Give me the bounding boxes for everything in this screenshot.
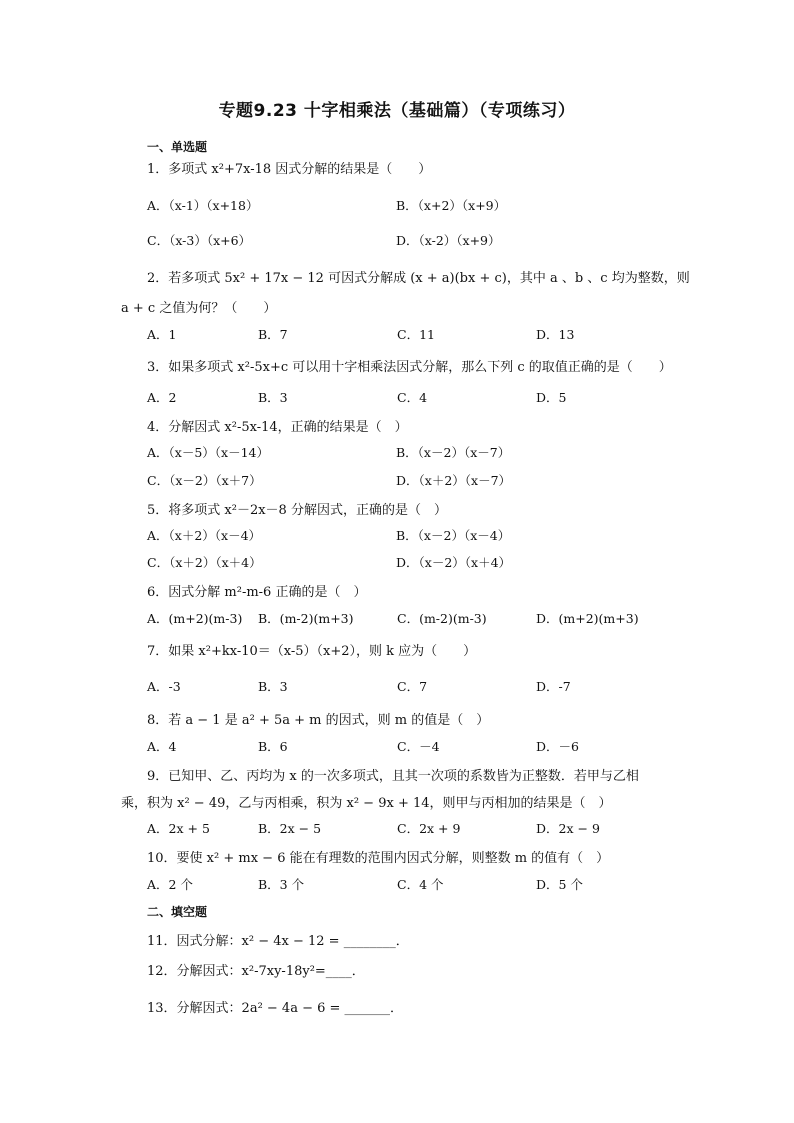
question-2-stem-continued: a + c 之值为何？（ ） [121, 301, 277, 316]
question-5-option-d[interactable]: D．（x－2）（x＋4） [396, 555, 512, 570]
question-10-option-c[interactable]: C．4 个 [397, 877, 444, 892]
question-3-option-a[interactable]: A．2 [147, 390, 177, 405]
question-8-option-b[interactable]: B．6 [258, 739, 288, 754]
question-7-option-c[interactable]: C．7 [397, 679, 428, 694]
question-6-option-a[interactable]: A．(m+2)(m-3) [147, 611, 243, 626]
question-9-stem-continued: 乘，积为 x² − 49，乙与丙相乘，积为 x² − 9x + 14，则甲与丙相加的结果是（ ） [121, 796, 612, 811]
question-8-option-a[interactable]: A．4 [147, 739, 177, 754]
question-4-stem: 4．分解因式 x²-5x-14，正确的结果是（ ） [147, 420, 408, 435]
question-6-option-d[interactable]: D．(m+2)(m+3) [536, 611, 639, 626]
question-2-stem: 2．若多项式 5x² + 17x − 12 可因式分解成 (x + a)(bx + c)，其中 a 、b 、c 均为整数，则 [147, 271, 690, 286]
question-2-option-d[interactable]: D．13 [536, 327, 575, 342]
section-heading-single-choice: 一、单选题 [147, 140, 208, 154]
question-4-option-d[interactable]: D．（x＋2）（x－7） [396, 473, 512, 488]
question-9-option-b[interactable]: B．2x − 5 [258, 821, 322, 836]
question-2-option-b[interactable]: B．7 [258, 327, 288, 342]
question-1-option-a[interactable]: A．（x-1）（x+18） [147, 198, 259, 213]
question-3-option-b[interactable]: B．3 [258, 390, 288, 405]
question-6-option-b[interactable]: B．(m-2)(m+3) [258, 611, 354, 626]
question-7-option-d[interactable]: D．-7 [536, 679, 571, 694]
question-4-option-a[interactable]: A．（x－5）（x－14） [147, 445, 269, 460]
question-3-option-d[interactable]: D．5 [536, 390, 567, 405]
question-5-option-c[interactable]: C．（x＋2）（x＋4） [147, 555, 262, 570]
question-4-option-b[interactable]: B．（x－2）（x－7） [396, 445, 511, 460]
question-2-option-c[interactable]: C．11 [397, 327, 435, 342]
page-title: 专题9.23 十字相乘法（基础篇）（专项练习） [218, 101, 576, 121]
question-10-option-b[interactable]: B．3 个 [258, 877, 305, 892]
question-1-stem: 1．多项式 x²+7x-18 因式分解的结果是（ ） [147, 162, 432, 177]
question-10-stem: 10．要使 x² + mx − 6 能在有理数的范围内因式分解，则整数 m 的值有（ ） [147, 851, 610, 866]
question-9-option-a[interactable]: A．2x + 5 [147, 821, 210, 836]
question-8-option-c[interactable]: C．－4 [397, 739, 440, 754]
question-5-stem: 5．将多项式 x²－2x－8 分解因式，正确的是（ ） [147, 503, 447, 518]
question-8-stem: 8．若 a − 1 是 a² + 5a + m 的因式，则 m 的值是（ ） [147, 713, 490, 728]
question-10-option-d[interactable]: D．5 个 [536, 877, 583, 892]
question-11-fill: 11．因式分解：x² − 4x − 12 = ________． [147, 934, 409, 949]
question-9-option-d[interactable]: D．2x − 9 [536, 821, 600, 836]
question-7-option-b[interactable]: B．3 [258, 679, 288, 694]
question-3-option-c[interactable]: C．4 [397, 390, 428, 405]
question-1-option-b[interactable]: B．（x+2）（x+9） [396, 198, 507, 213]
question-13-fill: 13．分解因式：2a² − 4a − 6 = _______． [147, 1001, 404, 1016]
question-6-option-c[interactable]: C．(m-2)(m-3) [397, 611, 487, 626]
question-7-stem: 7．如果 x²+kx-10＝（x-5）（x+2），则 k 应为（ ） [147, 644, 477, 659]
question-9-option-c[interactable]: C．2x + 9 [397, 821, 461, 836]
question-9-stem: 9．已知甲、乙、丙均为 x 的一次多项式，且其一次项的系数皆为正整数．若甲与乙相 [147, 769, 639, 784]
question-4-option-c[interactable]: C．（x－2）（x＋7） [147, 473, 262, 488]
question-1-option-d[interactable]: D．（x-2）（x+9） [396, 233, 501, 248]
question-8-option-d[interactable]: D．－6 [536, 739, 579, 754]
section-heading-fill-in: 二、填空题 [147, 905, 208, 919]
question-7-option-a[interactable]: A．-3 [147, 679, 181, 694]
question-2-option-a[interactable]: A．1 [147, 327, 177, 342]
question-12-fill: 12．分解因式：x²-7xy-18y²=____． [147, 964, 365, 979]
question-5-option-a[interactable]: A．（x＋2）（x－4） [147, 528, 262, 543]
question-3-stem: 3．如果多项式 x²-5x+c 可以用十字相乘法因式分解，那么下列 c 的取值正确的是（ ） [147, 360, 672, 375]
question-5-option-b[interactable]: B．（x－2）（x－4） [396, 528, 511, 543]
question-6-stem: 6．因式分解 m²-m-6 正确的是（ ） [147, 585, 367, 600]
question-10-option-a[interactable]: A．2 个 [147, 877, 193, 892]
question-1-option-c[interactable]: C．（x-3）（x+6） [147, 233, 252, 248]
